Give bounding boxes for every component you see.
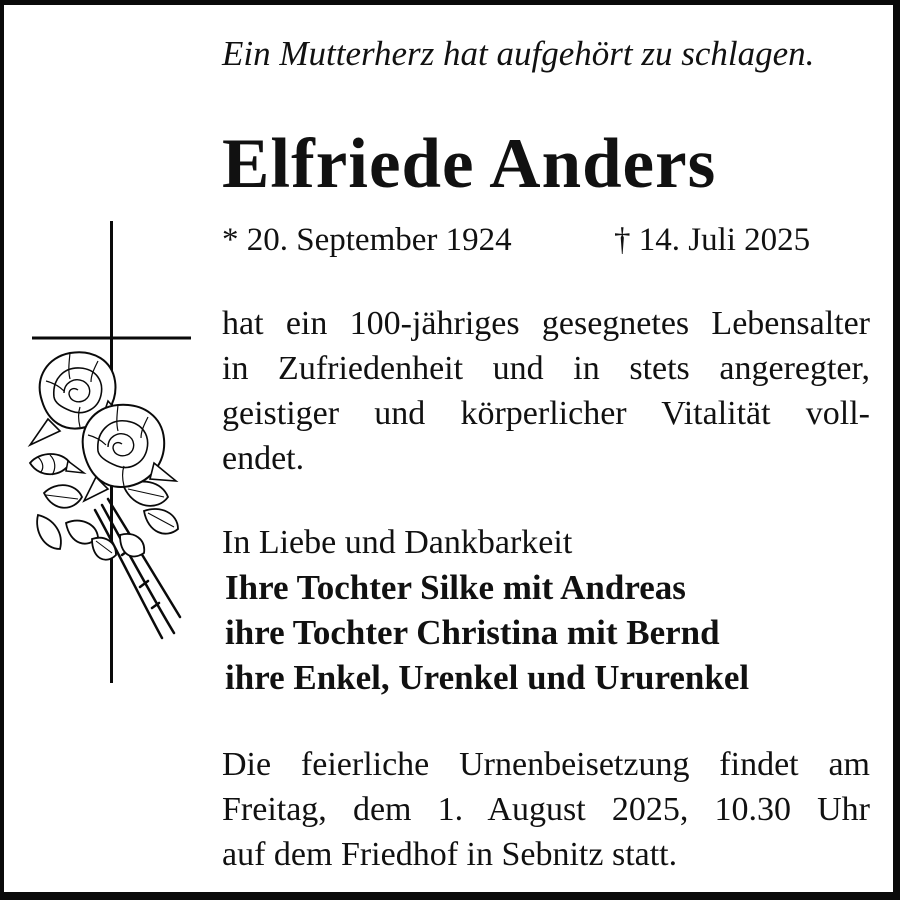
rose-bud	[30, 454, 84, 475]
deceased-name: Elfriede Anders	[222, 125, 717, 203]
obituary-line: in Zufriedenheit und in stets angeregter,	[222, 350, 870, 387]
rose-blossom-lower	[83, 405, 176, 501]
funeral-line: Die feierliche Urnenbeisetzung findet am	[222, 746, 870, 783]
farewell-block	[222, 520, 870, 700]
mourner-line: ihre Tochter Christina mit Bernd	[225, 613, 720, 652]
epitaph-line: Ein Mutterherz hat aufgehört zu schlagen.	[222, 34, 815, 73]
mourner-line: ihre Enkel, Urenkel und Ururenkel	[225, 658, 750, 697]
birth-date: * 20. September 1924	[222, 222, 512, 258]
obituary-line: geistiger und körperlicher Vitalität voll-	[222, 395, 870, 432]
mourner-line: Ihre Tochter Silke mit Andreas	[225, 568, 686, 607]
obituary-line: endet.	[222, 440, 305, 477]
rose-leaves	[37, 482, 178, 560]
funeral-announcement	[222, 742, 870, 877]
cross-and-roses-illustration	[4, 205, 214, 695]
obituary-paragraph	[222, 301, 870, 481]
life-dates	[222, 219, 870, 261]
farewell-intro: In Liebe und Dankbarkeit	[222, 524, 573, 561]
funeral-line: auf dem Friedhof in Sebnitz statt.	[222, 836, 678, 873]
funeral-line: Freitag, dem 1. August 2025, 10.30 Uhr	[222, 791, 870, 828]
obituary-line: hat ein 100-jähriges gesegnetes Lebensalter	[222, 305, 870, 342]
death-date: † 14. Juli 2025	[614, 222, 811, 258]
